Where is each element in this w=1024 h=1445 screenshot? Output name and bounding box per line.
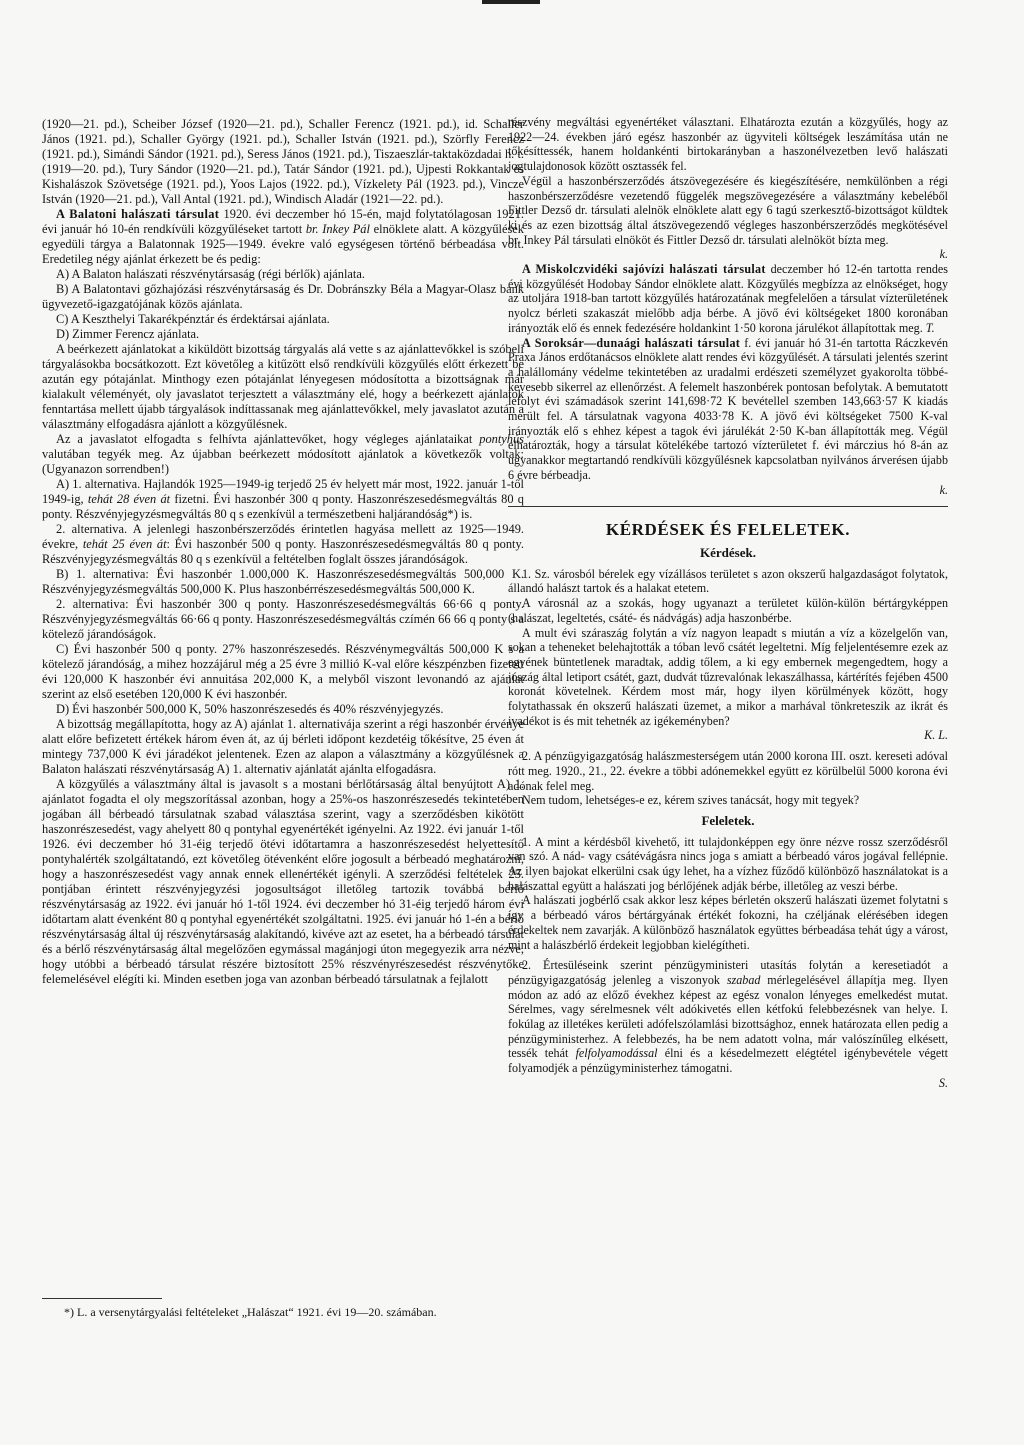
answer-1: 1. A mint a kérdésből kivehető, itt tulajdonképpen egy önre nézve rossz szerződésről van szó. A nád- vagy csátévágásra nincs joga s amiatt a bérbeadó város jogával fellépnie. Az ilyen bajokat elkerülni csak úgy lehet, ha a vízhez fűződő különböző használatokat is a halászattal együtt a halászati jog bérlőjének adják bérbe, illetőleg az veszi bérbe. xyxy=(508,834,948,893)
proposal-paragraph: Az a javaslatot elfogadta s felhívta ajánlattevőket, hogy végleges ajánlataikat pontyhús valutában tegyék meg. Az újabban beérkezett módosított ajánlatok a következők voltak: (Ugyanazon sorrendben!) xyxy=(42,432,524,476)
top-edge-mark xyxy=(482,0,540,4)
signature-k-1: k. xyxy=(939,247,948,262)
alternative-a2: 2. alternativa. A jelenlegi haszonbérszerződés érintetlen hagyása mellett az 1925—1949. évekre, tehát 25 éven át: Évi haszonbér 500 q ponty. Haszonrészesedésmegváltás 80 q ponty. Részvényjegyzésmegváltás 80 q s ezenkívül a feltételben foglalt összes járandóságok. xyxy=(42,522,524,566)
offer-c: C) A Keszthelyi Takarékpénztár és érdektársai ajánlata. xyxy=(56,312,330,326)
question-2: 2. A pénzügyigazgatóság halászmesterségem után 2000 korona III. oszt. kereseti adóval rótt meg. 1920., 21., 22. évekre a többi adónemekkel együtt ez körülbelül 5000 korona évi adónak felel meg. xyxy=(508,749,948,793)
right-column xyxy=(508,115,948,1091)
chairman-name: br. Inkey Pál xyxy=(305,222,370,236)
miskolcz-society-heading: A Miskolczvidéki sajóvízi halászati társulat xyxy=(522,262,766,277)
section-divider xyxy=(508,506,948,507)
question-2-b: Nem tudom, lehetséges-e ez, kérem szives tanácsát, hogy mit tegyek? xyxy=(522,793,860,808)
left-column xyxy=(42,117,524,987)
alternative-d: D) Évi haszonbér 500,000 K, 50% haszonrészesedés és 40% részvényjegyzés. xyxy=(56,702,444,716)
continuation-paragraph: részvény megváltási egyenértéket választani. Elhatározta ezután a közgyűlés, hogy az 1922—24. években járó egész haszonbér az ügyviteli költségek leszámítása után ne tőkésíttessék, hanem holdankénti birtokarányban a haszonélvezetben levő halászati jogtulajdonosok között osztassék fel. xyxy=(508,115,948,174)
question-1-b: A városnál az a szokás, hogy ugyanazt a területet külön-külön bértárgyképpen (halászat, legeltetés, csáté- és nádvágás) adja haszonbérbe. xyxy=(508,596,948,625)
footnote: *) L. a versenytárgyalási feltételeket „Halászat“ 1921. évi 19—20. számában. xyxy=(64,1305,437,1319)
signature-s: S. xyxy=(938,1075,948,1090)
offer-a: A) A Balaton halászati részvénytársaság (régi bérlők) ajánlata. xyxy=(56,267,365,281)
signature-kl: K. L. xyxy=(924,728,948,743)
member-list-paragraph: (1920—21. pd.), Scheiber József (1920—21. pd.), Schaller Ferencz (1921. pd.), id. Schaller János (1921. pd.), Schaller György (1921. pd.), Schaller István (1921. pd.), Szörfly Ferencz (1921. pd.), Simándi Sándor (1921. pd.), Seress János (1921. pd.), Tiszaeszlár-taktaközdadai h. t. (1919—20. pd.), Tury Sándor (1920—21. pd.), Tatár Sándor (1921. pd.), Ujpesti Rokkantak és Kishalászok Szövetsége (1921. pd.), Yoos Lajos (1922. pd.), Vízkelety Pál (1923. pd.), Vincze István (1920—21. pd.), Vall Antal (1921. pd.), Windisch Aladár (1921—22. pd.). xyxy=(42,117,524,206)
assembly-decision-paragraph: A közgyűlés a választmány által is javasolt s a mostani bérlőtársaság által benyújtott A) 1. ajánlatot fogadta el oly megszorítással azonban, hogy a 25%-os haszonrészesedés tekintetében jogában áll bérbeadó társulatnak szabad választása szerint, vagy a szerződésben kikötött haszonrészesedést, vagy ahelyett 80 q pontyhal egyenértékét igényelni. Az 1922. évi január 1-től 1926. évi deczember hó 31-éig terjedő ötévi időtartamra a haszonrészesedést helyettesítő pontyhalérték szolgáltatandó, ezt követőleg ötévenként előre jogosult a bérbeadó meghatározni, hogy a haszonrészesedést vagy annak ennek ellenértékét igényli. A szerződési feltételek 25. pontjában érintett részvényjegyzési jogosultságot illetőleg tartozik továbbá bérlő részvénytársaság az 1922. évi január hó 1-től 1924. évi deczember hó 31-éig terjedő három évi időtartam alatt évenként 80 q pontyhal egyenértékét szolgáltatni. 1925. évi január hó 1-én a bérlő részvénytársaság által új részvénytársaság alakítandó, kivéve azt az esetet, ha a bérbeadó társulat és a bérlő részvénytársaság által megelőzően egymással magánjogi úton megegyezik arra nézve, hogy utóbbi a bérbeadó társulat részére biztosított 25% részvényrészesedést részvénytőke felemelésével elégíti ki. Minden esetben joga van azonban bérbeadó társulatnak a fejlalott xyxy=(42,777,524,986)
committee-finding-paragraph: A bizottság megállapította, hogy az A) ajánlat 1. alternativája szerint a régi haszonbér érvénye alatt előre befizetett értékek három éven át, az új bérleti időpont kezdetéig tőkésítve, 25 éven át mintegy 737,000 K évi járadékot jelentenek. Ezen az alapon a választmány a közgyűlésnek a Balaton halászati részvénytársaság A) 1. alternativ ajánlatát ajánlta elfogadásra. xyxy=(42,717,524,776)
answer-1-b: A halászati jogbérlő csak akkor lesz képes bérletén okszerű halászati üzemet folytatni s így a bérbeadó város bértárgyának értékét fokozni, ha czéljának elérésében idegen érdekeltek nem zavarják. A különböző használatok együttes bérbeadása tehát úgy a várost, mint a halászbérlő érdekeit legjobban kielégítheti. xyxy=(508,893,948,952)
offer-d: D) Zimmer Ferencz ajánlata. xyxy=(56,327,200,341)
alternative-a1: A) 1. alternativa. Hajlandók 1925—1949-ig terjedő 25 év helyett már most, 1922. január 1-től 1949-ig, tehát 28 éven át fizetni. Évi haszonbér 300 q ponty. Haszonrészesedésmegváltás 80 q ponty. Részvényjegyzésmegváltás 80 q s ezenkívül a természetbeni haljárandóság*) is. xyxy=(42,477,524,521)
soroksar-society-heading: A Soroksár—dunaági halászati társulat xyxy=(522,335,741,350)
balaton-report-paragraph: A Balatoni halászati társulat 1920. évi deczember hó 15-én, majd folytatólagosan 1921. évi január hó 10-én rendkívüli közgyűléseket tartott br. Inkey Pál elnöklete alatt. A közgyűlések egyedüli tárgya a Balatonnak 1925—1949. évekre való egységesen történő bérbeadása volt. Eredetileg négy ajánlat érkezett be és pedig: xyxy=(42,207,525,266)
question-1: 1. Sz. városból bérelek egy vízállásos területet s azon okszerű halgazdaságot folytatok, állandó halászt tartok és a halakat etetem. xyxy=(508,566,948,596)
alternative-b2: 2. alternativa: Évi haszonbér 300 q ponty. Haszonrészesedésmegváltás 66·66 q ponty. Részvényjegyzésmegváltás 66·66 q ponty. Haszonrészesedésmegváltás czímén 66 66 q ponty s a kötelező járandóságok. xyxy=(42,597,524,641)
signature-t: T. xyxy=(925,320,935,335)
miskolcz-report-paragraph: A Miskolczvidéki sajóvízi halászati társulat deczember hó 12-én tartotta rendes évi közgyűlését Hodobay Sándor elnöklete alatt. Közgyűlés megbízza az elnökséget, hogy az utoljára 1918-ban tartott közgyűlés határozatának megfelelően a társulat vízterületének nyolcz bérleti szakaszát mielőbb adja bérbe. A jövő évi költségeket 1800 koronában irányozták elő és ennek fedezésére holdankint 1·50 korona járulékot állapítottak meg. T. xyxy=(508,262,948,335)
editing-committee-paragraph: Végül a haszonbérszerződés átszövegezésére és kiegészítésére, nemkülönben a régi haszonbérszerződésre vezetendő függelék megszövegezésére a választmány kebeléből Fittler Dezső dr. társulati alelnök elnöklete alatt egy 6 tagú szerkesztő-bizottságot küldtek ki és az ezen bizottság által átszövegezendő végleges haszonbérszerződés megkötésével br. Inkey Pál társulati elnököt és Fittler Dezső dr. társulati alelnököt bízta meg. xyxy=(508,173,948,247)
committee-paragraph: A beérkezett ajánlatokat a kiküldött bizottság tárgyalás alá vette s az ajánlattevőkkel is szóbeli tárgyalásokba bocsátkozott. Ezt követőleg a kitűzött első rendkívüli közgyűlés előtt érkezett be azután egy pótajánlat. Minthogy ezen pótajánlat lényegesen módosította a bizottságnak már kialakult véleményét, oly javaslatot terjesztett a választmány elé, hogy a beérkezett ajánlatok fenntartása mellett újabb tárgyalások indíttassanak meg ajánlattevőkkel, mely javaslatot azután a választmány elfogadásra ajánlott a közgyűlésnek. xyxy=(42,342,524,431)
signature-k-2: k. xyxy=(939,482,948,497)
question-1-c: A mult évi száraszág folytán a víz nagyon leapadt s miután a víz a közelgelőn van, sokan a teheneket belehajtották a tóban levő csátét legeltetni. Míg feljelentésemre ezek az egyének büntetlenek maradtak, addig tőlem, a ki egy embernek megengedtem, hogy a jószág által letiport csátét, gazt, dudvát tűzrevalónak lekaszálhassa, kártérítés fejében 4500 koronát követelnek. Kérdem most már, hogy ilyen körülmények között, hogy folytathassak én okszerű halászati üzemet, a mikor a marhával tönkreteszik az ikrát és ivadékot is és mit tehetnék az igékeményben? xyxy=(508,625,948,728)
offer-b: B) A Balatontavi gőzhajózási részvénytársaság és Dr. Dobránszky Béla a Magyar-Olasz bank ügyvezető-igazgatójának közös ajánlata. xyxy=(42,282,524,311)
alternative-c: C) Évi haszonbér 500 q ponty. 27% haszonrészesedés. Részvénymegváltás 500,000 K s a kötelező járandóság, a mihez hozzájárul még a 25 évre 3 millió K-val előre készpénzben fizetett évi 120,000 K haszonbér évi annuitása 202,000 K, a melyből viszont levonandó az ajánlat szerint az első esetében 120,000 K évi haszonbér. xyxy=(42,642,524,701)
alternative-b1: B) 1. alternativa: Évi haszonbér 1.000,000 K. Haszonrészesedésmegváltás 500,000 K. Részvényjegyzésmegváltás 500,000 K. Plus haszonbérrészesedésmegváltás 500,000 K. xyxy=(42,567,524,596)
answers-heading: Feleletek. xyxy=(701,812,755,828)
questions-heading: Kérdések. xyxy=(700,544,756,560)
qa-section-title: KÉRDÉSEK ÉS FELELETEK. xyxy=(605,520,851,540)
balaton-society-heading: A Balatoni halászati társulat xyxy=(56,207,220,221)
soroksar-report-paragraph: A Soroksár—dunaági halászati társulat f. évi január hó 31-én tartotta Ráczkevén Praxa János erdőtanácsos elnöklete alatt rendes évi közgyűlését. A társulati jelentés szerint a halállomány védelme tekintetében az uradalmi erdészeti személyzet gyakorolta többé-kevesebb sikerrel az ellenőrzést. A felemelt haszonbérek pontosan befolytak. A bemutatott lefolyt évi számadások szerint 141,698·72 K bevétellel szemben 143,663·57 K kiadás merült fel. A társulatnak vagyona 4033·78 K. A jövő évi költségeket 7500 K-val irányozták elő s ehhez képest a tagok évi járulékát 2·50 K-ban állapították meg. Végül elhatározták, hogy a társulat kötelékébe tartozó vízterületet f. évi márczius hó 8-án az ugyanakkor megtartandó rendkívüli közgyűlésnek kapcsolatban nyilvános árverésen újabb 6 évre bérbeadja. xyxy=(508,335,948,482)
answer-2: 2. Értesüléseink szerint pénzügyministeri utasítás folytán a keresetiadót a pénzügyigazgatóság jelenleg a viszonyok szabad mérlegelésével állapítja meg. Ilyen módon az adó az előző évekhez képest az egész vonalon lényeges emelkedést mutat. Sérelmes, vagy sérelmesnek vélt adókivetés ellen kétfokú felebbezésnek van helye. I. fokúlag az illetékes kerületi adófelszólamlási bizottsághoz, ennek határozata ellen pedig a pénzügyministerhez. A felebbezés, ha be nem adatott volna, már valószínűleg elkésett, tessék tehát felfolyamodással élni és a késedelmezett elégtétel igénybevétele végett folyamodjék a pénzügyministerhez támogatni. xyxy=(508,958,949,1076)
footnote-rule xyxy=(42,1298,162,1299)
